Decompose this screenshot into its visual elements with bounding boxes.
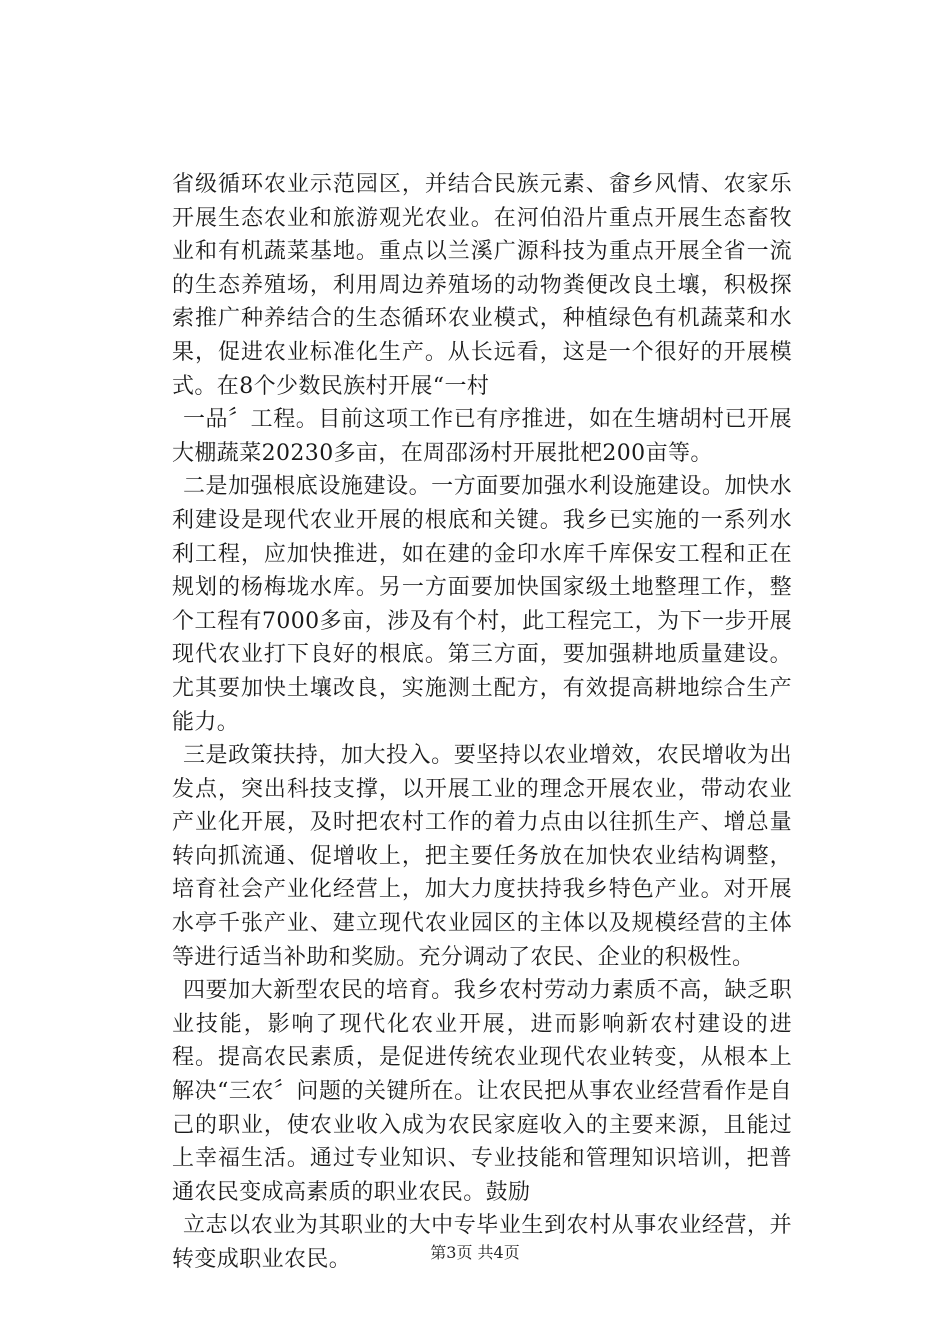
page-number-footer: 第3页 共4页 [430, 1243, 520, 1262]
paragraph-2: 一品〞工程。目前这项工作已有序推进，如在生塘胡村已开展大棚蔬菜20230多亩，在周邵汤村开展批杷200亩等。 [172, 407, 792, 466]
paragraph-4: 三是政策扶持，加大投入。要坚持以农业增效，农民增收为出发点，突出科技支撑，以开展工业的理念开展农业，带动农业产业化开展，及时把农村工作的着力点由以往抓生产、增总量转向抓流通、促增收上，把主要任务放在加快农业结构调整，培育社会产业化经营上，加大力度扶持我乡特色产业。对开展水亭千张产业、建立现代农业园区的主体以及规模经营的主体等进行适当补助和奖励。充分调动了农民、企业的积极性。 [172, 743, 792, 970]
document-body [172, 168, 792, 1277]
paragraph-1: 省级循环农业示范园区，并结合民族元素、畲乡风情、农家乐开展生态农业和旅游观光农业。在河伯沿片重点开展生态畜牧业和有机蔬菜基地。重点以兰溪广源科技为重点开展全省一流的生态养殖场，利用周边养殖场的动物粪便改良土壤，积极探索推广种养结合的生态循环农业模式，种植绿色有机蔬菜和水果，促进农业标准化生产。从长远看，这是一个很好的开展模式。在8个少数民族村开展“一村 [172, 172, 792, 399]
paragraph-3: 二是加强根底设施建设。一方面要加强水利设施建设。加快水利建设是现代农业开展的根底和关键。我乡已实施的一系列水利工程，应加快推进，如在建的金印水库千库保安工程和正在规划的杨梅垅水库。另一方面要加快国家级土地整理工作，整个工程有7000多亩，涉及有个村，此工程完工，为下一步开展现代农业打下良好的根底。第三方面，要加强耕地质量建设。尤其要加快土壤改良，实施测土配方，有效提高耕地综合生产能力。 [172, 474, 792, 735]
paragraph-6: 立志以农业为其职业的大中专毕业生到农村从事农业经营，并转变成职业农民。 [172, 1213, 792, 1272]
paragraph-5: 四要加大新型农民的培育。我乡农村劳动力素质不高，缺乏职业技能，影响了现代化农业开展，进而影响新农村建设的进程。提高农民素质，是促进传统农业现代农业转变，从根本上解决“三农〞问题的关键所在。让农民把从事农业经营看作是自己的职业，使农业收入成为农民家庭收入的主要来源，且能过上幸福生活。通过专业知识、专业技能和管理知识培训，把普通农民变成高素质的职业农民。鼓励 [172, 978, 792, 1205]
